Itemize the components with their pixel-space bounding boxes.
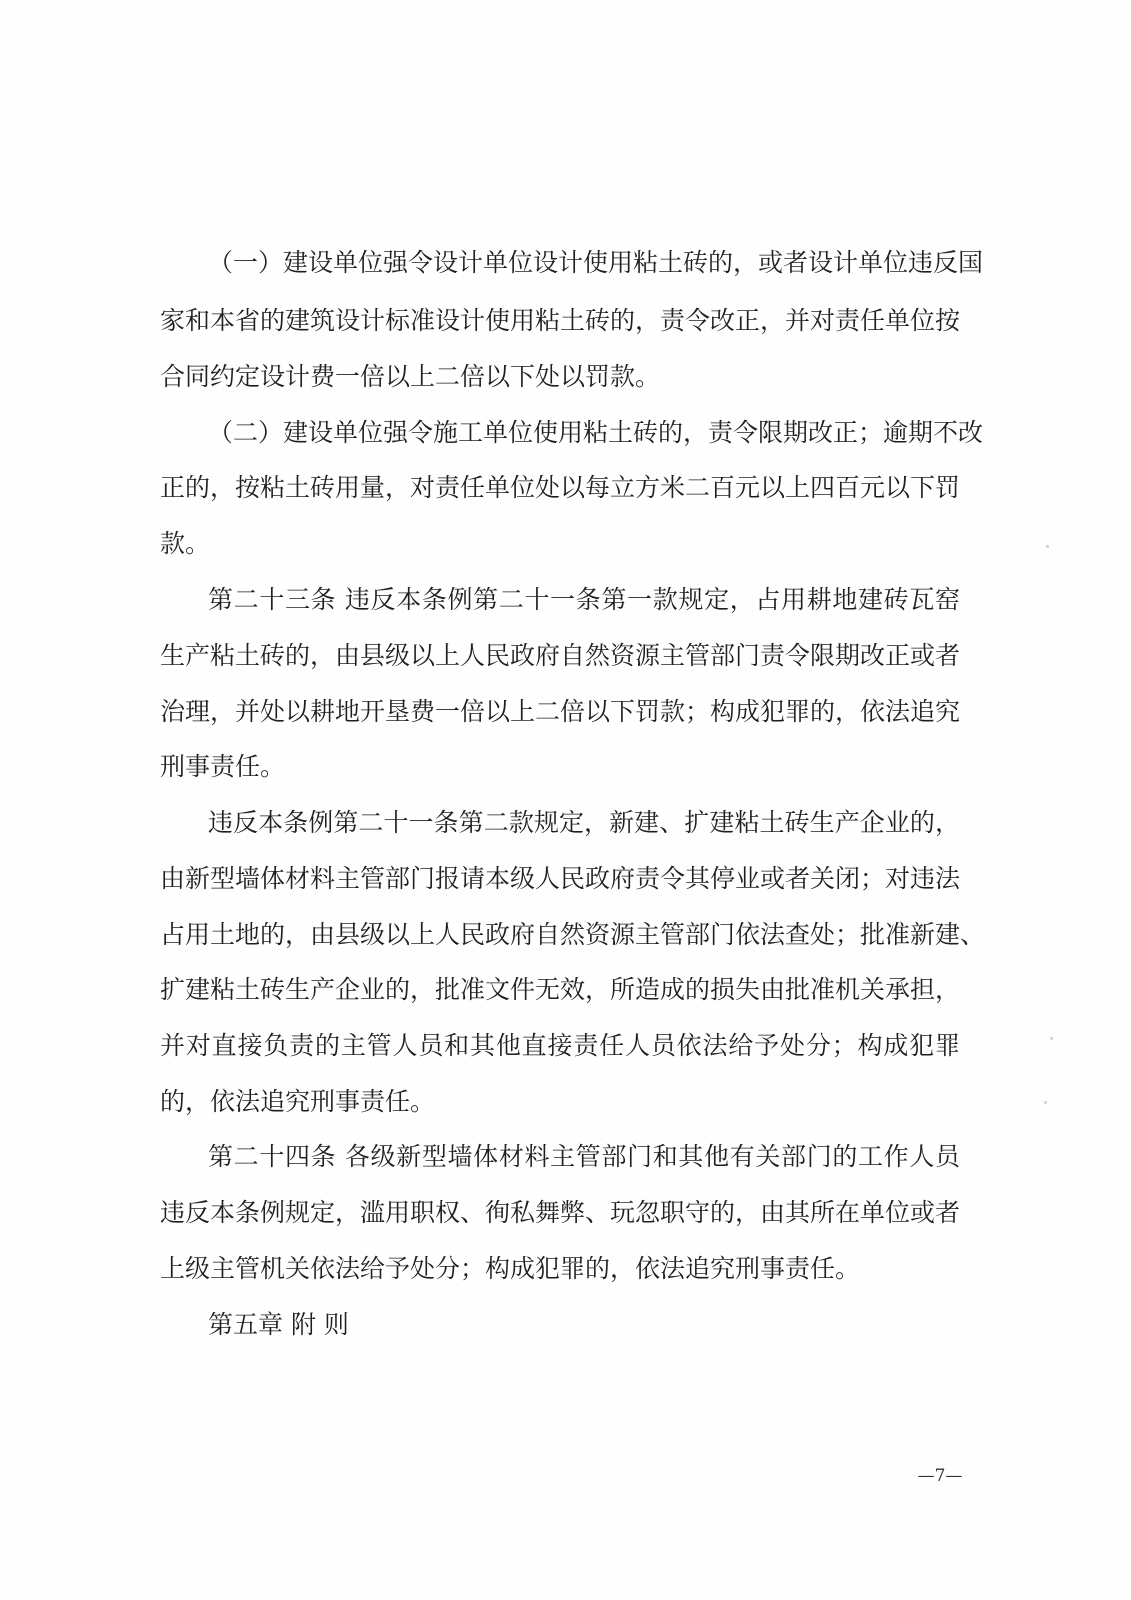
article-23-line: 生产粘土砖的，由县级以上人民政府自然资源主管部门责令限期改正或者 — [160, 641, 961, 670]
article-23-line: 治理，并处以耕地开垦费一倍以上二倍以下罚款；构成犯罪的，依法追究 — [160, 697, 961, 726]
paragraph-line: 家和本省的建筑设计标准设计使用粘土砖的，责令改正，并对责任单位按 — [160, 306, 961, 335]
scan-speck — [1046, 545, 1049, 548]
paragraph-line: 扩建粘土砖生产企业的，批准文件无效，所造成的损失由批准机关承担， — [160, 975, 961, 1004]
page-number: —7— — [917, 1466, 963, 1486]
paragraph-line: 由新型墙体材料主管部门报请本级人民政府责令其停业或者关闭；对违法 — [160, 864, 961, 893]
article-24-line: 违反本条例规定，滥用职权、徇私舞弊、玩忽职守的，由其所在单位或者 — [160, 1198, 961, 1227]
article-24-line: 上级主管机关依法给予处分；构成犯罪的，依法追究刑事责任。 — [160, 1254, 861, 1283]
article-23-line: 第二十三条 违反本条例第二十一条第一款规定，占用耕地建砖瓦窑 — [208, 585, 960, 614]
paragraph-line: 违反本条例第二十一条第二款规定，新建、扩建粘土砖生产企业的， — [208, 808, 960, 837]
paragraph-line: （一）建设单位强令设计单位设计使用粘土砖的，或者设计单位违反国 — [208, 248, 984, 277]
paragraph-line: 正的，按粘土砖用量，对责任单位处以每立方米二百元以上四百元以下罚 — [160, 473, 961, 502]
paragraph-line: 并对直接负责的主管人员和其他直接责任人员依法给予处分；构成犯罪 — [160, 1031, 960, 1060]
paragraph-line: （二）建设单位强令施工单位使用粘土砖的，责令限期改正；逾期不改 — [208, 418, 984, 447]
article-23-line: 刑事责任。 — [160, 752, 286, 781]
article-24-line: 第二十四条 各级新型墙体材料主管部门和其他有关部门的工作人员 — [208, 1142, 960, 1171]
chapter-heading: 第五章 附 则 — [208, 1310, 349, 1339]
scan-speck — [1050, 1037, 1053, 1040]
scan-speck — [1044, 1101, 1047, 1104]
paragraph-line: 款。 — [160, 529, 211, 558]
paragraph-line: 的，依法追究刑事责任。 — [160, 1087, 436, 1116]
paragraph-line: 占用土地的，由县级以上人民政府自然资源主管部门依法查处；批准新建、 — [160, 920, 986, 949]
paragraph-line: 合同约定设计费一倍以上二倍以下处以罚款。 — [160, 362, 661, 391]
